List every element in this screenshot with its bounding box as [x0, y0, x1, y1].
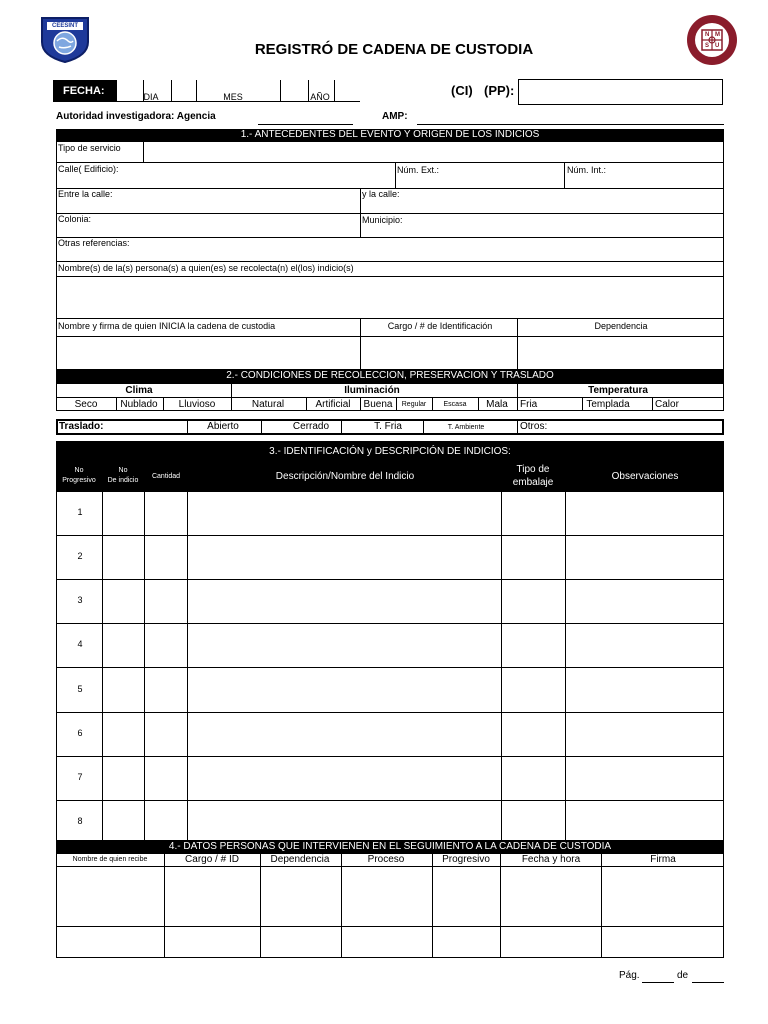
col-no-indicio-2: De indicio: [107, 477, 139, 484]
section2-title: 2.- CONDICIONES DE RECOLECCION, PRESERVACION Y TRASLADO: [56, 370, 724, 383]
table-row-number: 6: [77, 728, 83, 738]
temperatura-label: Temperatura: [588, 385, 648, 396]
section1-title: 1.- ANTECEDENTES DEL EVENTO Y ORIGEN DE LOS INDICIOS: [56, 129, 724, 141]
table-row-number: 4: [77, 639, 83, 649]
table-row-number: 8: [77, 816, 83, 826]
col-descripcion: Descripción/Nombre del Indicio: [275, 471, 415, 482]
seal-letter-s: S: [705, 43, 710, 49]
agencia-line: [258, 124, 353, 125]
col-tipo-embalaje-1: Tipo de: [516, 464, 550, 475]
table-row-number: 3: [77, 595, 83, 605]
iluminacion-buena[interactable]: Buena: [363, 399, 393, 410]
fecha-ano: AÑO: [310, 92, 330, 102]
traslado-t-ambiente[interactable]: T. Ambiente: [447, 424, 485, 431]
ci-pp-field[interactable]: [518, 79, 723, 105]
cargo-id-label: Cargo / # de Identificación: [387, 321, 493, 331]
col-tipo-embalaje-2: embalaje: [512, 477, 554, 488]
col-cargo-id: Cargo / # ID: [185, 854, 239, 865]
traslado-t-fria[interactable]: T. Fria: [374, 421, 402, 432]
otras-referencias-label: Otras referencias:: [58, 238, 130, 248]
pp-label: (PP):: [484, 83, 515, 98]
pag-label: Pág.: [619, 970, 640, 981]
nombre-firma-label: Nombre y firma de quien INICIA la cadena de custodia: [58, 321, 276, 331]
section3-title: 3.- IDENTIFICACIÓN y DESCRIPCIÓN DE INDICIOS:: [269, 446, 511, 457]
tipo-servicio-field[interactable]: [144, 142, 723, 161]
fecha-label: FECHA:: [53, 80, 117, 102]
table-row-number: 5: [77, 684, 83, 694]
indicios-table: [56, 491, 724, 841]
iluminacion-regular[interactable]: Regular: [401, 401, 427, 408]
de-line: [692, 982, 724, 983]
col-dependencia: Dependencia: [270, 854, 330, 865]
clima-label: Clima: [125, 385, 153, 396]
seguimiento-table: [56, 853, 724, 958]
section4-title: 4.- DATOS PERSONAS QUE INTERVIENEN EN EL SEGUIMIENTO A LA CADENA DE CUSTODIA: [56, 841, 724, 853]
clima-lluvioso[interactable]: Lluvioso: [178, 399, 216, 410]
temperatura-templada[interactable]: Templada: [586, 399, 630, 410]
seal-letter-n: N: [705, 32, 710, 38]
de-label: de: [677, 970, 689, 981]
tipo-servicio-label: Tipo de servicio: [58, 143, 121, 153]
traslado-label: Traslado:: [59, 421, 104, 432]
page-title: REGISTRÓ DE CADENA DE CUSTODIA: [254, 41, 534, 58]
amp-label: AMP:: [382, 111, 408, 122]
traslado-cerrado[interactable]: Cerrado: [292, 421, 330, 432]
entre-calle-label: Entre la calle:: [58, 189, 113, 199]
municipio-label: Municipio:: [362, 215, 403, 225]
col-firma: Firma: [650, 854, 676, 865]
iluminacion-label: Iluminación: [344, 385, 400, 396]
temperatura-calor[interactable]: Calor: [655, 399, 679, 410]
pag-line: [642, 982, 674, 983]
autoridad-label: Autoridad investigadora: Agencia: [56, 111, 216, 122]
seal-letter-m: M: [715, 32, 720, 38]
amp-line: [417, 124, 724, 125]
col-observaciones: Observaciones: [611, 471, 679, 482]
col-no-progresivo-2: Progresivo: [62, 477, 96, 484]
col-cantidad: Cantidad: [151, 473, 181, 480]
colonia-label: Colonia:: [58, 214, 92, 224]
temperatura-fria[interactable]: Fria: [520, 399, 538, 410]
nombres-personas-label: Nombre(s) de la(s) persona(s) a quien(es) se recolecta(n) el(los) indicio(s): [58, 263, 354, 273]
iluminacion-escasa[interactable]: Escasa: [443, 401, 467, 408]
col-nombre-recibe: Nombre de quien recibe: [72, 856, 148, 863]
fecha-mes: MES: [223, 92, 243, 102]
col-proceso: Proceso: [367, 854, 405, 865]
table-row-number: 2: [77, 551, 83, 561]
col-fecha-hora: Fecha y hora: [521, 854, 581, 865]
logo-left-text: CEESINT: [51, 23, 79, 29]
nmsu-seal: [680, 14, 744, 66]
ci-label: (CI): [451, 83, 473, 98]
table-row-number: 7: [77, 772, 83, 782]
clima-nublado[interactable]: Nublado: [120, 399, 158, 410]
dependencia-label: Dependencia: [594, 321, 648, 331]
fecha-dia: DIA: [143, 92, 159, 102]
traslado-otros: Otros:: [520, 421, 548, 432]
traslado-abierto[interactable]: Abierto: [207, 421, 239, 432]
iluminacion-mala[interactable]: Mala: [486, 399, 508, 410]
seal-letter-u: U: [715, 43, 720, 49]
col-progresivo: Progresivo: [442, 854, 490, 865]
num-int-label: Núm. Int.:: [567, 165, 607, 175]
col-no-indicio-1: No: [118, 467, 128, 474]
num-ext-label: Núm. Ext.:: [397, 165, 440, 175]
iluminacion-artificial[interactable]: Artificial: [315, 399, 351, 410]
col-no-progresivo-1: No: [74, 467, 84, 474]
clima-seco[interactable]: Seco: [74, 399, 98, 410]
table-row-number: 1: [77, 507, 83, 517]
iluminacion-natural[interactable]: Natural: [251, 399, 285, 410]
y-calle-label: y la calle:: [362, 189, 400, 199]
calle-label: Calle( Edificio):: [58, 164, 119, 174]
